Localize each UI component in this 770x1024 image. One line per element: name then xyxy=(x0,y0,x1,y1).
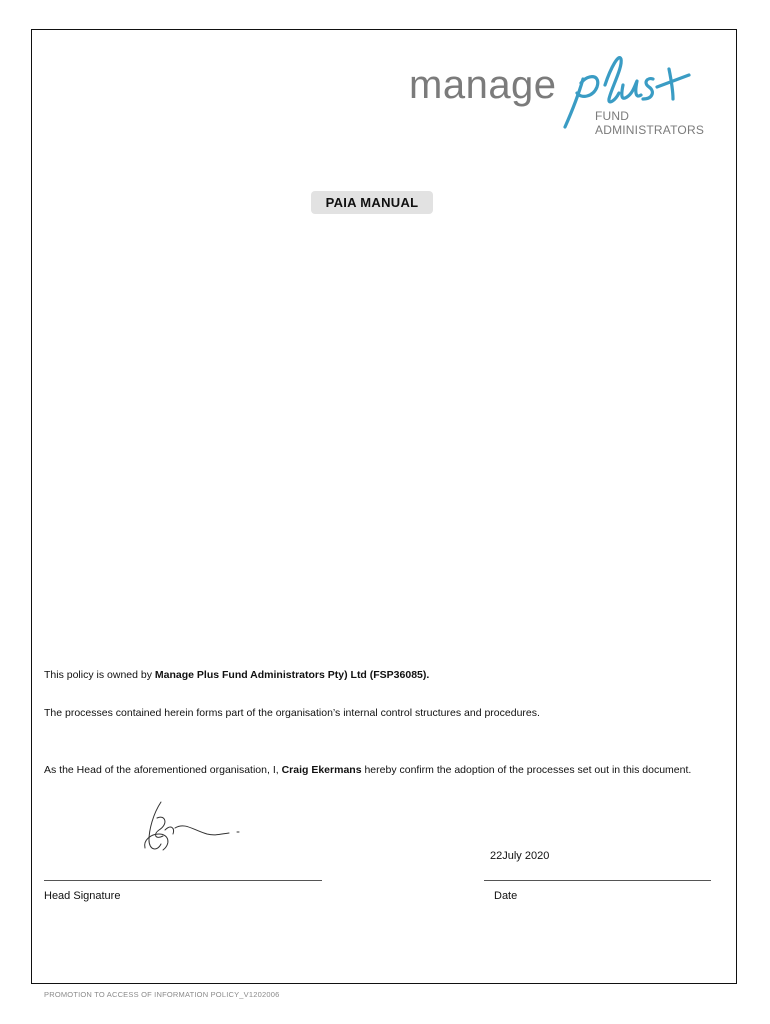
adoption-statement xyxy=(44,760,728,780)
company-name: Manage Plus Fund Administrators Pty) Ltd (FSP36085). xyxy=(154,669,430,681)
date-line xyxy=(484,880,711,881)
handwritten-signature xyxy=(135,800,255,860)
signature-line xyxy=(44,880,322,881)
document-title: PAIA MANUAL xyxy=(311,191,433,214)
ownership-prefix: This policy is owned by xyxy=(44,669,155,681)
adoption-prefix: As the Head of the aforementioned organisation, I, xyxy=(44,764,282,776)
ownership-statement xyxy=(44,665,429,685)
date-label: Date xyxy=(494,890,518,902)
company-logo xyxy=(405,45,730,135)
head-name: Craig Ekermans xyxy=(281,764,362,776)
adoption-suffix: hereby confirm the adoption of the processes set out in this document. xyxy=(361,764,692,776)
date-value: 22July 2020 xyxy=(490,850,550,862)
logo-word: manage xyxy=(409,63,557,107)
processes-statement: The processes contained herein forms part of the organisation’s internal control structures and procedures. xyxy=(44,707,540,719)
page-footer: PROMOTION TO ACCESS OF INFORMATION POLICY_V1202006 xyxy=(44,990,280,999)
logo-subtitle: FUND ADMINISTRATORS xyxy=(595,109,705,137)
head-signature-label: Head Signature xyxy=(44,890,121,902)
